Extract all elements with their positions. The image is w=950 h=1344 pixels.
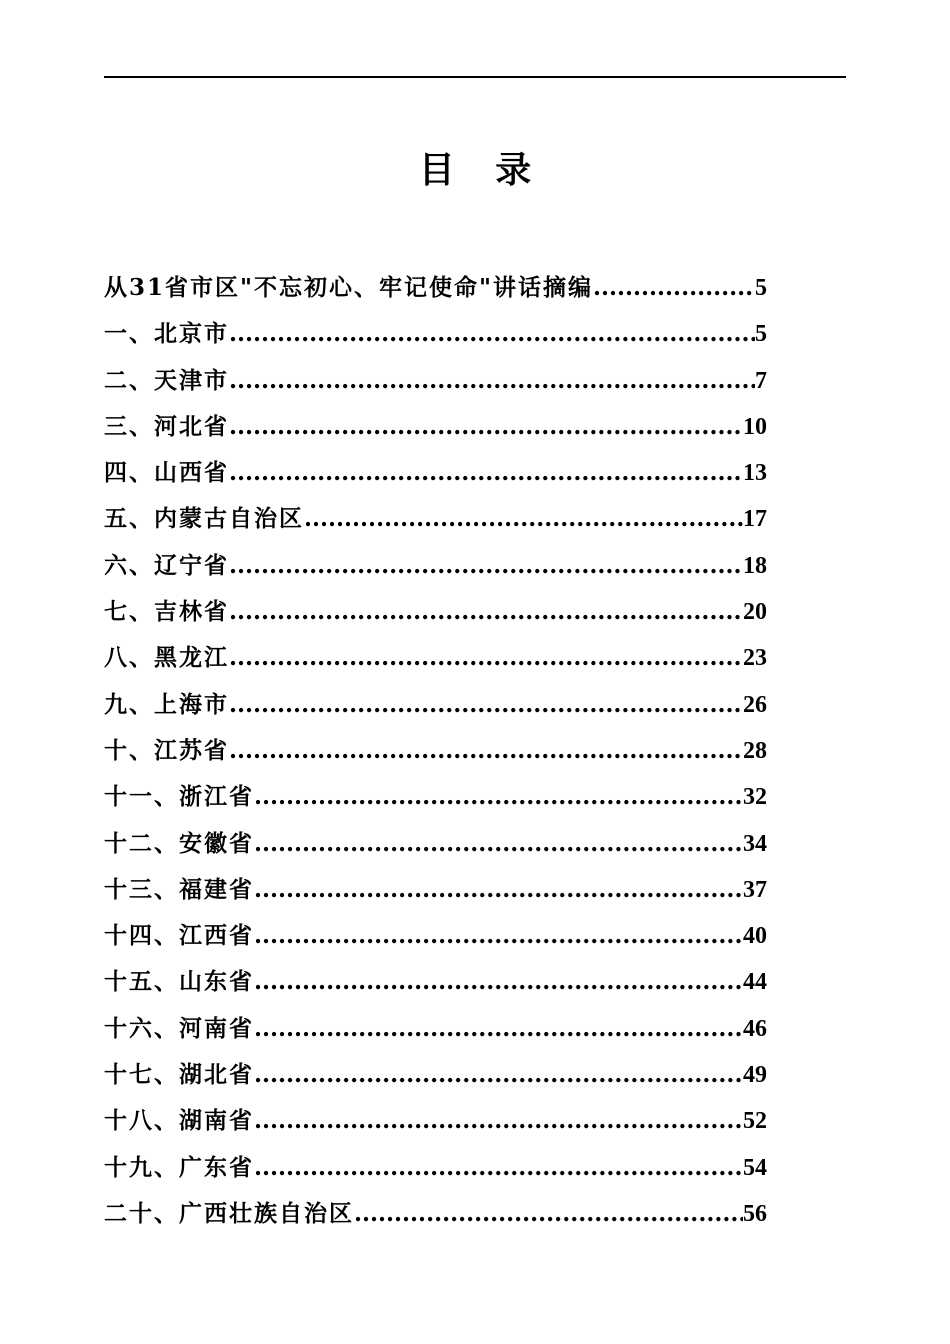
toc-leader-dots: [254, 1101, 743, 1141]
toc-entry-page: 46: [743, 1015, 767, 1042]
toc-entry[interactable]: [104, 1055, 767, 1101]
toc-leader-dots: [229, 546, 743, 586]
toc-entry-label: 七、吉林省: [104, 598, 229, 626]
toc-entry-label: 十三、福建省: [104, 875, 254, 903]
toc-leader-dots: [254, 824, 743, 864]
toc-entry-page: 37: [743, 876, 767, 903]
toc-entry[interactable]: [104, 916, 767, 962]
toc-entry-label: 十七、湖北省: [104, 1061, 254, 1089]
toc-leader-dots: [593, 268, 755, 308]
toc-leader-dots: [254, 870, 743, 910]
toc-entry-page: 5: [755, 275, 767, 301]
toc-entry[interactable]: [104, 1148, 767, 1194]
toc-entry[interactable]: [104, 407, 767, 453]
toc-leader-dots: [229, 314, 755, 354]
toc-entry-page: 34: [743, 830, 767, 857]
toc-entry-page: 10: [743, 413, 767, 440]
toc-leader-dots: [254, 1009, 743, 1049]
toc-entry[interactable]: [104, 592, 767, 638]
toc-entry-label: 二十、广西壮族自治区: [104, 1199, 354, 1227]
toc-entry[interactable]: [104, 1194, 767, 1240]
toc-entry-label: 十一、浙江省: [104, 783, 254, 811]
toc-leader-dots: [229, 453, 743, 493]
toc-entry[interactable]: [104, 314, 767, 360]
toc-leader-dots: [229, 685, 743, 725]
toc-leader-dots: [354, 1194, 743, 1234]
toc-entry-page: 17: [743, 506, 767, 533]
toc-entry-page: 28: [743, 737, 767, 764]
toc-entry-label: 十八、湖南省: [104, 1107, 254, 1135]
toc-entry[interactable]: [104, 453, 767, 499]
toc-leader-dots: [229, 731, 743, 771]
toc-entry-page: 13: [743, 460, 767, 487]
toc-leader-dots: [229, 592, 743, 632]
toc-entry-page: 18: [743, 552, 767, 579]
toc-entry-page: 52: [743, 1108, 767, 1135]
toc-entry-label: 二、天津市: [104, 366, 229, 394]
toc-entry[interactable]: [104, 731, 767, 777]
toc-entry[interactable]: [104, 1009, 767, 1055]
toc-entry-label: 九、上海市: [104, 690, 229, 718]
toc-leader-dots: [229, 638, 743, 678]
toc-entry-label: 十六、河南省: [104, 1014, 254, 1042]
toc-entry-label: 十九、广东省: [104, 1153, 254, 1181]
toc-entry-label: 从31省市区"不忘初心、牢记使命"讲话摘编: [104, 274, 593, 301]
toc-leader-dots: [229, 361, 755, 401]
toc-entry-label: 三、河北省: [104, 412, 229, 440]
toc-entry-page: 20: [743, 599, 767, 626]
toc-entry-page: 44: [743, 969, 767, 996]
toc-leader-dots: [254, 916, 743, 956]
toc-entry-page: 23: [743, 645, 767, 672]
toc-entry-page: 7: [755, 367, 767, 394]
toc-entry-label: 四、山西省: [104, 459, 229, 487]
toc-entry-page: 40: [743, 923, 767, 950]
toc-entry-label: 十四、江西省: [104, 922, 254, 950]
toc-entry[interactable]: [104, 777, 767, 823]
toc-entry-label: 八、黑龙江: [104, 644, 229, 672]
toc-leader-dots: [304, 499, 743, 539]
toc-entry[interactable]: [104, 546, 767, 592]
toc-entry-label: 十、江苏省: [104, 736, 229, 764]
toc-entry[interactable]: [104, 870, 767, 916]
toc-entry-page: 54: [743, 1154, 767, 1181]
toc-entry[interactable]: [104, 824, 767, 870]
toc-list: [104, 268, 767, 1240]
toc-leader-dots: [254, 1148, 743, 1188]
toc-entry-page: 49: [743, 1062, 767, 1089]
toc-entry-label: 六、辽宁省: [104, 551, 229, 579]
toc-entry[interactable]: [104, 361, 767, 407]
toc-entry[interactable]: [104, 962, 767, 1008]
toc-entry-page: 32: [743, 784, 767, 811]
toc-entry-page: 56: [743, 1200, 767, 1227]
toc-entry[interactable]: [104, 638, 767, 684]
toc-leader-dots: [254, 777, 743, 817]
toc-entry-page: 5: [755, 321, 767, 348]
toc-entry-label: 十二、安徽省: [104, 829, 254, 857]
toc-entry-label: 一、北京市: [104, 320, 229, 348]
toc-entry[interactable]: [104, 499, 767, 545]
toc-leader-dots: [254, 1055, 743, 1095]
toc-entry-label: 十五、山东省: [104, 968, 254, 996]
toc-entry[interactable]: [104, 685, 767, 731]
toc-leader-dots: [229, 407, 743, 447]
toc-entry[interactable]: [104, 1101, 767, 1147]
toc-entry[interactable]: [104, 268, 767, 314]
toc-title: 目 录: [418, 149, 546, 191]
toc-leader-dots: [254, 962, 743, 1002]
toc-entry-page: 26: [743, 691, 767, 718]
toc-entry-label: 五、内蒙古自治区: [104, 505, 304, 533]
header-rule: [104, 76, 846, 78]
